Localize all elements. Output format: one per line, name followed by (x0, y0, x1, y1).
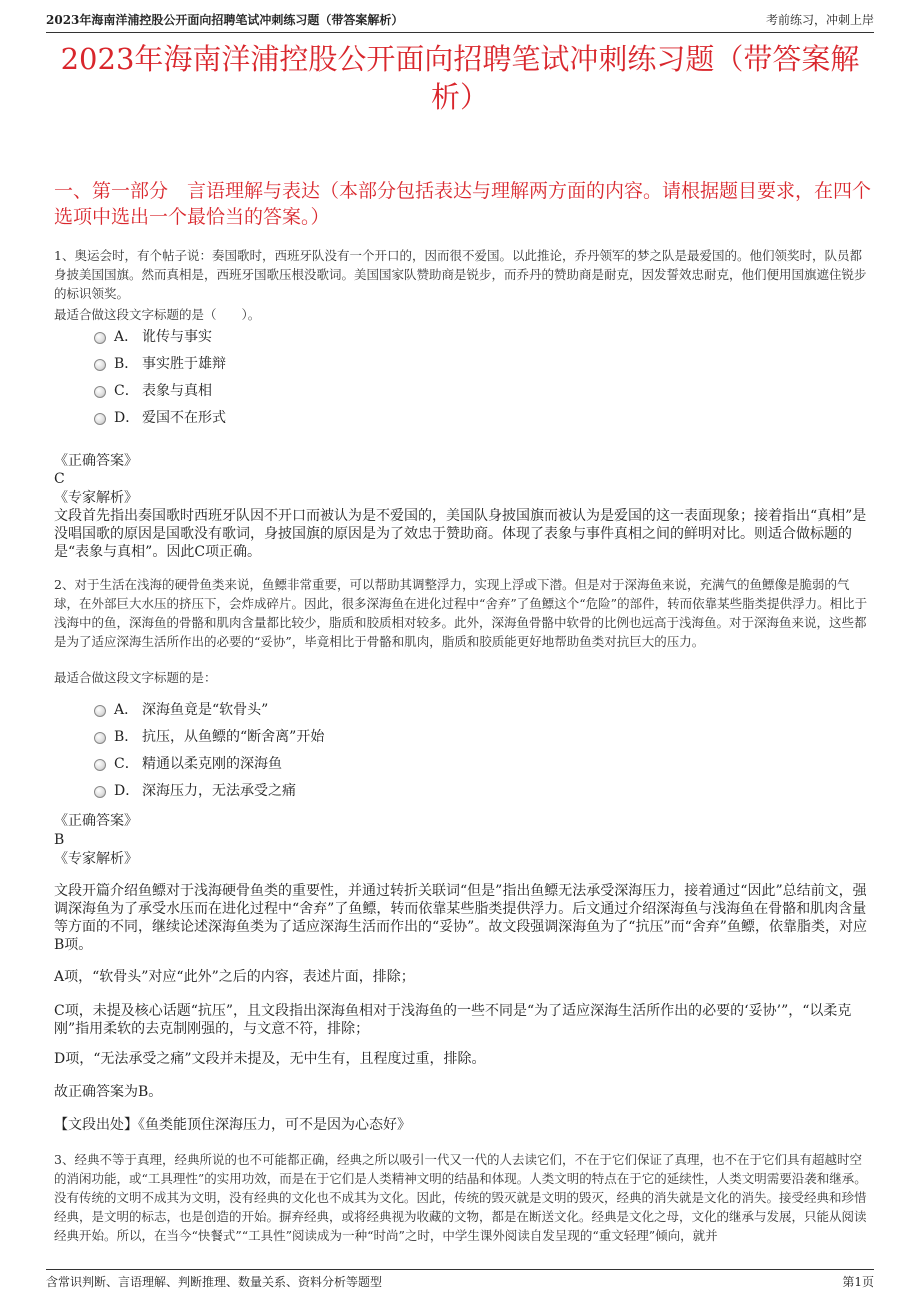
option-b[interactable]: B． 抗压，从鱼鳔的“断舍离”开始 (94, 724, 324, 751)
radio-icon[interactable] (94, 332, 106, 344)
analysis-label: 《专家解析》 (54, 851, 138, 867)
option-d[interactable]: D． 深海压力，无法承受之痛 (94, 778, 324, 805)
answer-label: 《正确答案》 (54, 813, 138, 829)
option-b[interactable]: B． 事实胜于雄辩 (94, 351, 226, 378)
analysis-paragraph: A项，“软骨头”对应“此外”之后的内容，表述片面，排除； (54, 969, 415, 985)
source-citation: 【文段出处】《鱼类能顶住深海压力，可不是因为心态好》 (54, 1117, 411, 1133)
header-title: 2023年海南洋浦控股公开面向招聘笔试冲刺练习题（带答案解析） (46, 13, 404, 27)
answer-label: 《正确答案》 (54, 453, 138, 469)
page-number: 第1页 (842, 1275, 874, 1289)
analysis-paragraph: 故正确答案为B。 (54, 1084, 163, 1100)
question-2-text: 2、对于生活在浅海的硬骨鱼类来说，鱼鳔非常重要，可以帮助其调整浮力，实现上浮或下潜。但是对于深海鱼来说，充满气的鱼鳔像是脆弱的气球，在外部巨大水压的挤压下，会炸成碎片。因此，很多深海鱼在进化过程中“舍弃”了鱼鳔这个“危险”的部件，转而依靠某些脂类提供浮力。相比于浅海中的鱼，深海鱼的骨骼和肌肉含量都比较少，脂质和胶质相对较多。此外，深海鱼骨骼中软骨的比例也远高于浅海鱼。对于深海鱼来说，这些都是为了适应深海生活所作出的必要的“妥协”，毕竟相比于骨骼和肌肉，脂质和胶质能更好地帮助鱼类对抗巨大的压力。 (54, 577, 868, 649)
analysis-paragraph: C项，未提及核心话题“抗压”，且文段指出深海鱼相对于浅海鱼的一些不同是“为了适应深海生活所作出的必要的‘妥协’”，“以柔克刚”指用柔软的去克制刚强的，与文意不符，排除； (54, 1003, 852, 1037)
header-slogan: 考前练习，冲刺上岸 (765, 13, 874, 27)
question-1-options (94, 324, 226, 432)
question-2-prompt: 最适合做这段文字标题的是： (54, 670, 217, 685)
analysis-paragraph: 文段开篇介绍鱼鳔对于浅海硬骨鱼类的重要性，并通过转折关联词“但是”指出鱼鳔无法承受深海压力，接着通过“因此”总结前文，强调深海鱼为了承受水压而在进化过程中“舍弃”了鱼鳔，转而依靠某些脂类提供浮力。后文通过介绍深海鱼与浅海鱼在骨骼和肌肉含量等方面的不同，继续论述深海鱼类为了适应深海生活而作出的“妥协”。故文段强调深海鱼为了“抗压”而“舍弃”鱼鳔，依靠脂类，对应B项。 (54, 883, 867, 953)
question-1-prompt: 最适合做这段文字标题的是（ ）。 (54, 307, 261, 322)
radio-icon[interactable] (94, 386, 106, 398)
question-1-text: 1、奥运会时，有个帖子说：奏国歌时，西班牙队没有一个开口的，因而很不爱国。以此推论，乔丹领军的梦之队是最爱国的。他们领奖时，队员都身披美国国旗。然而真相是，西班牙国歌压根没歌词。美国国家队赞助商是锐步，而乔丹的赞助商是耐克，因发誓效忠耐克，他们便用国旗遮住锐步的标识领奖。 (54, 248, 867, 301)
document-title: 2023年海南洋浦控股公开面向招聘笔试冲刺练习题（带答案解析） (60, 42, 860, 114)
radio-icon[interactable] (94, 786, 106, 798)
option-a[interactable]: A． 讹传与事实 (94, 324, 226, 351)
section-heading: 一、第一部分 言语理解与表达（本部分包括表达与理解两方面的内容。请根据题目要求，在四个选项中选出一个最恰当的答案。） (54, 180, 872, 228)
page-header (46, 10, 874, 33)
radio-icon[interactable] (94, 759, 106, 771)
option-c[interactable]: C． 精通以柔克刚的深海鱼 (94, 751, 324, 778)
radio-icon[interactable] (94, 413, 106, 425)
answer-value: B (54, 832, 65, 848)
answer-value: C (54, 471, 65, 487)
option-d[interactable]: D． 爱国不在形式 (94, 405, 226, 432)
radio-icon[interactable] (94, 705, 106, 717)
option-a[interactable]: A． 深海鱼竟是“软骨头” (94, 697, 324, 724)
analysis-label: 《专家解析》 (54, 490, 138, 506)
analysis-paragraph: D项，“无法承受之痛”文段并未提及，无中生有，且程度过重，排除。 (54, 1051, 486, 1067)
option-c[interactable]: C． 表象与真相 (94, 378, 226, 405)
question-3-text: 3、经典不等于真理，经典所说的也不可能都正确，经典之所以吸引一代又一代的人去读它们，不在于它们保证了真理，也不在于它们具有超越时空的消闲功能，或“工具理性”的实用功效，而是在于它们是人类精神文明的结晶和体现。人类文明的特点在于它的延续性，人类文明需要沿袭和继承。没有传统的文明不成其为文明，没有经典的文化也不成其为文化。因此，传统的毁灭就是文明的毁灭，经典的消失就是文化的消失。接受经典和珍惜经典，是文明的标志，也是创造的开始。摒弃经典，或将经典视为收藏的文物，都是在断送文化。经典是文化之母，文化的继承与发展，只能从阅读经典开始。所以，在当今“快餐式”“工具性”阅读成为一种“时尚”之时，中学生课外阅读自发呈现的“重文轻理”倾向，就并 (54, 1152, 867, 1243)
analysis-text: 文段首先指出奏国歌时西班牙队因不开口而被认为是不爱国的，美国队身披国旗而被认为是爱国的这一表面现象；接着指出“真相”是没唱国歌的原因是国歌没有歌词，身披国旗的原因是为了效忠于赞助商。体现了表象与事件真相之间的鲜明对比。则适合做标题的是“表象与真相”。因此C项正确。 (54, 508, 867, 560)
question-2-options (94, 697, 324, 805)
radio-icon[interactable] (94, 359, 106, 371)
footer-note: 含常识判断、言语理解、判断推理、数量关系、资料分析等题型 (46, 1275, 383, 1289)
page-footer (46, 1269, 874, 1292)
radio-icon[interactable] (94, 732, 106, 744)
